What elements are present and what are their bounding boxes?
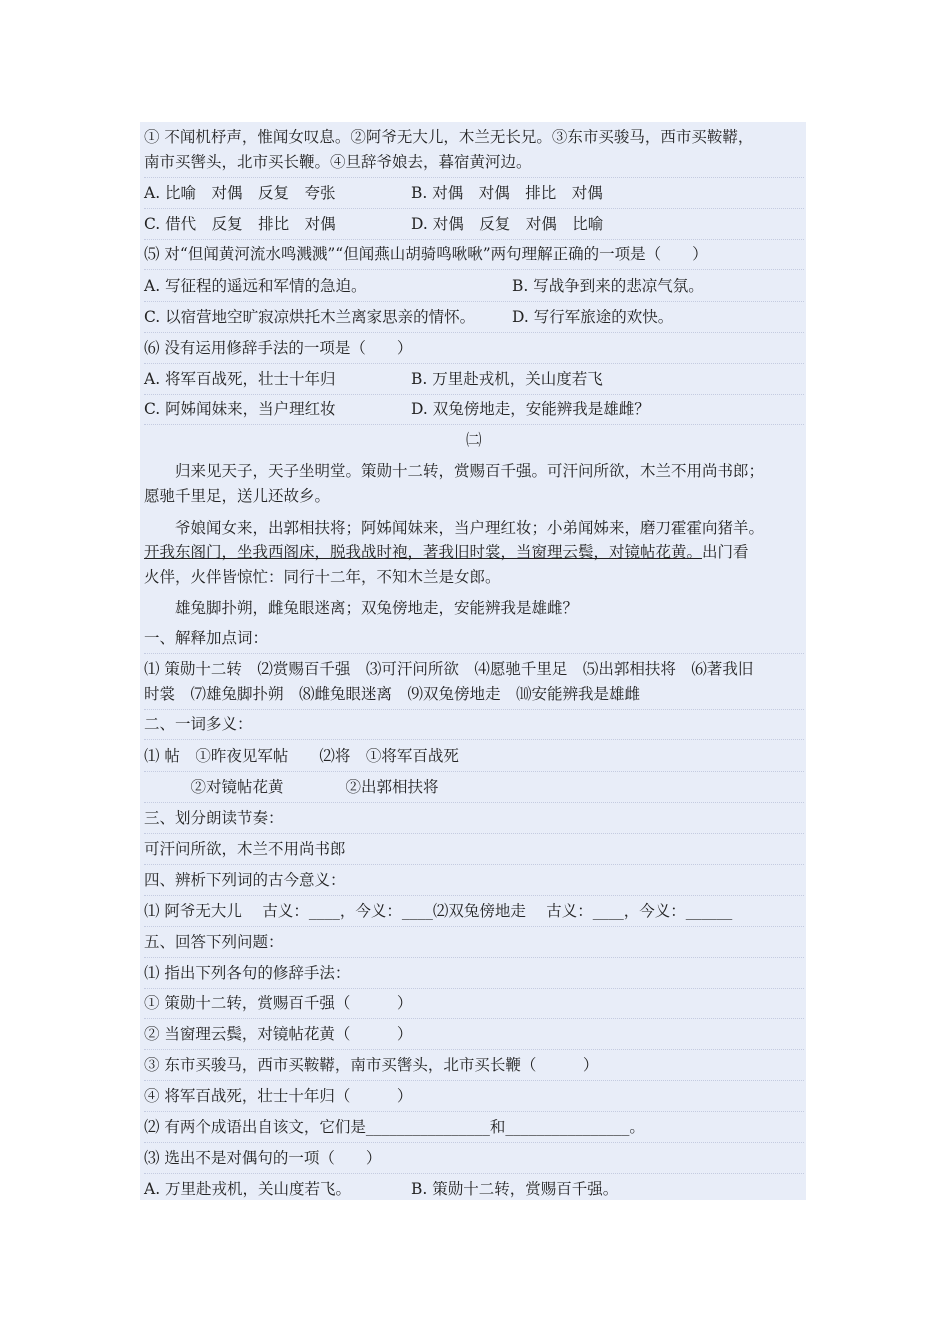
passage-tail: 出门看 (702, 543, 749, 561)
divider (144, 864, 804, 865)
option-a: A. 万里赴戎机，关山度若飞。 (144, 1180, 352, 1198)
divider (144, 1080, 804, 1081)
divider (144, 332, 804, 333)
question-6: ⑹ 没有运用修辞手法的一项是（ ） (144, 339, 413, 357)
exercise-line: ⑵ 有两个成语出自该文，它们是________________和________________。 (144, 1118, 645, 1136)
exercise-line: ⑴ 阿爷无大儿 古义：____，今义：____⑵双兔傍地走 古义：____，今义：______ (144, 902, 733, 920)
option-d: D. 双兔傍地走，安能辨我是雄雌？ (411, 400, 650, 418)
divider (144, 394, 804, 395)
passage-line: 归来见天子，天子坐明堂。策勋十二转，赏赐百千强。可汗问所欲，木兰不用尚书郎； (144, 462, 765, 480)
passage-line: 爷娘闻女来，出郭相扶将；阿姊闻妹来，当户理红妆；小弟闻姊来，磨刀霍霍向猪羊。 (144, 519, 765, 537)
section-heading: 四、辨析下列词的古今意义： (144, 871, 346, 889)
option-d: D. 对偶 反复 对偶 比喻 (411, 215, 604, 233)
divider (144, 833, 804, 834)
divider (144, 177, 804, 178)
exercise-line: 时裳 ⑺雄兔脚扑朔 ⑻雌兔眼迷离 ⑼双兔傍地走 ⑽安能辨我是雄雌 (144, 685, 641, 703)
divider (144, 269, 804, 270)
underlined-passage: 开我东阁门，坐我西阁床，脱我战时袍，著我旧时裳，当窗理云鬓，对镜帖花黄。 (144, 543, 703, 561)
divider (144, 802, 804, 803)
section-number: ㈡ (466, 431, 482, 449)
exercise-line: ② 当窗理云鬓，对镜帖花黄（ ） (144, 1025, 413, 1043)
exercise-line: ① 策勋十二转，赏赐百千强（ ） (144, 994, 413, 1012)
section-heading: 三、划分朗读节奏： (144, 809, 284, 827)
section-heading: 一、解释加点词： (144, 629, 269, 647)
divider (144, 239, 804, 240)
passage-line: 愿驰千里足，送儿还故乡。 (144, 487, 331, 505)
divider (144, 1173, 804, 1174)
option-a: A. 写征程的遥远和军情的急迫。 (144, 277, 367, 295)
passage-line: 雄兔脚扑朔，雌兔眼迷离；双兔傍地走，安能辨我是雄雌？ (144, 599, 579, 617)
exercise-line: 可汗问所欲，木兰不用尚书郎 (144, 840, 346, 858)
option-a: A. 比喻 对偶 反复 夸张 (144, 184, 336, 202)
section-heading: 二、一词多义： (144, 715, 253, 733)
text-line: 南市买辔头，北市买长鞭。④旦辞爷娘去，暮宿黄河边。 (144, 153, 532, 171)
option-b: B. 万里赴戎机，关山度若飞 (411, 370, 603, 388)
exercise-line: ②对镜帖花黄 ②出郭相扶将 (144, 778, 439, 796)
divider (144, 771, 804, 772)
divider (144, 709, 804, 710)
exercise-line: ⑴ 策勋十二转 ⑵赏赐百千强 ⑶可汗问所欲 ⑷愿驰千里足 ⑸出郭相扶将 ⑹著我旧 (144, 660, 754, 678)
section-heading: 五、回答下列问题： (144, 933, 284, 951)
divider (144, 363, 804, 364)
exercise-line: ⑶ 选出不是对偶句的一项（ ） (144, 1149, 382, 1167)
divider (144, 739, 804, 740)
divider (144, 1049, 804, 1050)
option-d: D. 写行军旅途的欢快。 (512, 308, 674, 326)
option-c: C. 阿姊闻妹来，当户理红妆 (144, 400, 336, 418)
text-line: ① 不闻机杼声，惟闻女叹息。②阿爷无大儿，木兰无长兄。③东市买骏马，西市买鞍鞯， (144, 128, 754, 146)
option-b: B. 策勋十二转，赏赐百千强。 (411, 1180, 619, 1198)
exercise-line: ④ 将军百战死，壮士十年归（ ） (144, 1087, 413, 1105)
divider (144, 208, 804, 209)
question-5: ⑸ 对“但闻黄河流水鸣溅溅”“但闻燕山胡骑鸣啾啾”两句理解正确的一项是（ ） (144, 245, 708, 263)
divider (144, 653, 804, 654)
exercise-line: ⑴ 帖 ①昨夜见军帖 ⑵将 ①将军百战死 (144, 747, 459, 765)
option-b: B. 写战争到来的悲凉气氛。 (512, 277, 704, 295)
divider (144, 895, 804, 896)
option-b: B. 对偶 对偶 排比 对偶 (411, 184, 603, 202)
exercise-line: ③ 东市买骏马，西市买鞍鞯，南市买辔头，北市买长鞭（ ） (144, 1056, 599, 1074)
divider (144, 1018, 804, 1019)
divider (144, 424, 804, 425)
passage-line: 火伴，火伴皆惊忙：同行十二年，不知木兰是女郎。 (144, 568, 501, 586)
divider (144, 926, 804, 927)
option-c: C. 以宿营地空旷寂凉烘托木兰离家思亲的情怀。 (144, 308, 476, 326)
exercise-line: ⑴ 指出下列各句的修辞手法： (144, 964, 351, 982)
divider (144, 1111, 804, 1112)
passage-line (144, 542, 749, 562)
divider (144, 988, 804, 989)
divider (144, 957, 804, 958)
divider (144, 301, 804, 302)
divider (144, 1142, 804, 1143)
option-a: A. 将军百战死，壮士十年归 (144, 370, 336, 388)
option-c: C. 借代 反复 排比 对偶 (144, 215, 336, 233)
